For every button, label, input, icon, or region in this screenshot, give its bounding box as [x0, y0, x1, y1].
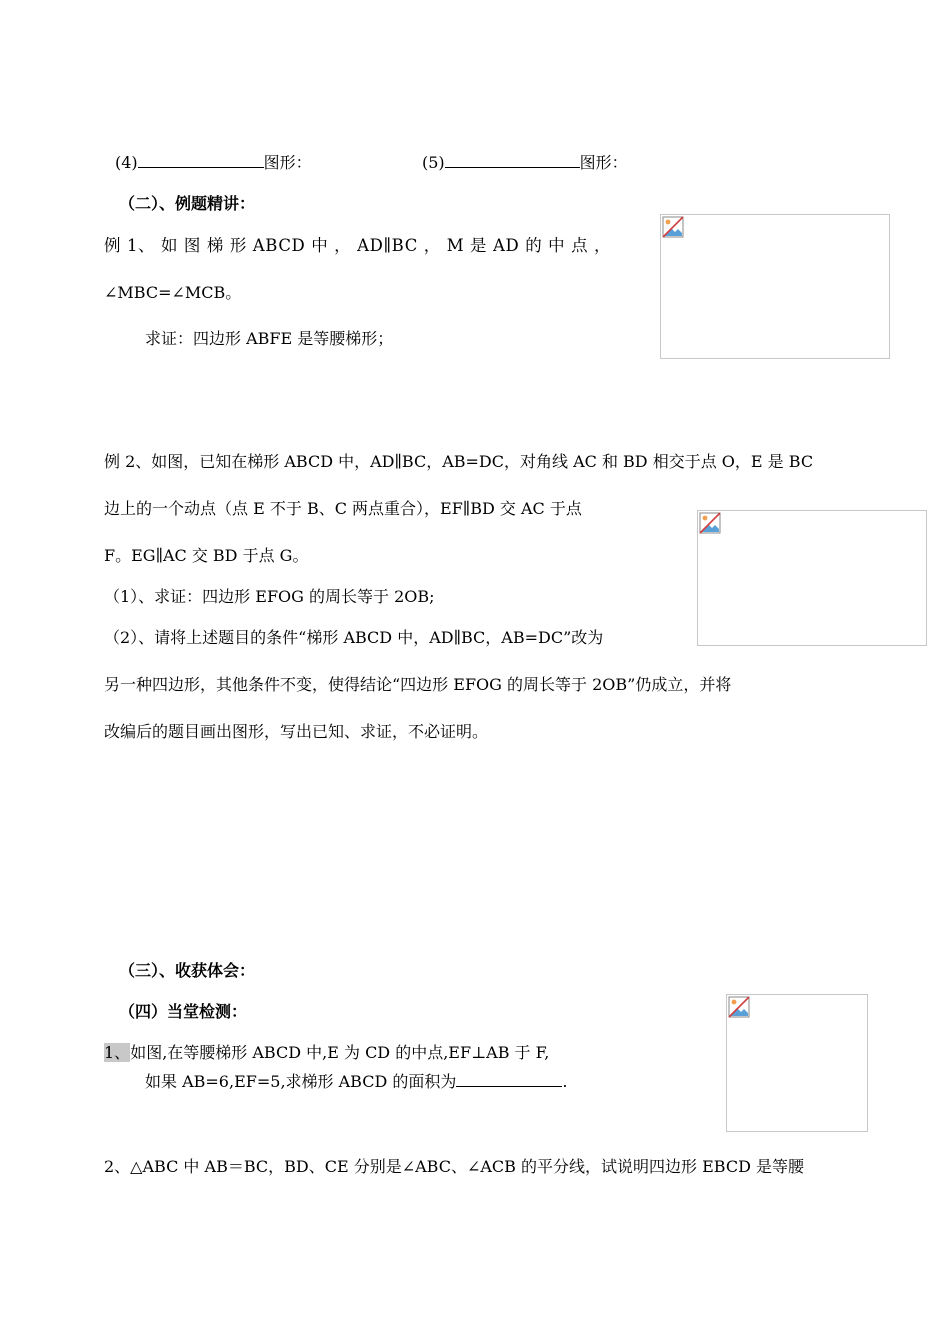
- test-1-line-1: [104, 1040, 549, 1063]
- example-2-line-2: 边上的一个动点（点 E 不于 B、C 两点重合），EF∥BD 交 AC 于点: [104, 499, 582, 518]
- test-1-question: 如果 AB=6,EF=5,求梯形 ABCD 的面积为: [145, 1072, 457, 1091]
- broken-image-icon: [727, 995, 751, 1019]
- broken-image-icon: [661, 215, 685, 239]
- test-1-number: 1、: [104, 1043, 131, 1062]
- example-1-line-2: ∠MBC=∠MCB。: [104, 283, 242, 302]
- answer-blank-4[interactable]: [138, 153, 264, 168]
- example-2-line-7: 改编后的题目画出图形，写出已知、求证，不必证明。: [104, 722, 489, 741]
- item-5-label: (5): [422, 153, 445, 172]
- section-4-heading: （四）当堂检测：: [119, 1002, 248, 1021]
- section-2-heading: （二）、例题精讲：: [119, 194, 256, 213]
- item-4-suffix: 图形：: [263, 153, 312, 172]
- section-3-heading: （三）、收获体会：: [119, 961, 256, 980]
- figure-2-placeholder: [697, 510, 927, 646]
- broken-image-icon: [698, 511, 722, 535]
- example-2-line-3: F。EG∥AC 交 BD 于点 G。: [104, 546, 309, 565]
- test-1-text: 如图,在等腰梯形 ABCD 中,E 为 CD 的中点,EF⊥AB 于 F,: [130, 1043, 550, 1062]
- figure-1-placeholder: [660, 214, 890, 359]
- fill-blank-item-4: [115, 150, 312, 173]
- example-2-line-1: 例 2、如图，已知在梯形 ABCD 中，AD∥BC，AB=DC，对角线 AC 和 BD 相交于点 O，E 是 BC: [104, 452, 814, 471]
- test-1-answer-blank[interactable]: [456, 1072, 562, 1087]
- figure-3-placeholder: [726, 994, 868, 1132]
- example-1-line-1: 例 1、 如 图 梯 形 ABCD 中 ， AD∥BC ， M 是 AD 的 中 点 ，: [104, 236, 612, 255]
- item-5-suffix: 图形：: [579, 153, 628, 172]
- answer-blank-5[interactable]: [445, 153, 580, 168]
- item-4-label: (4): [115, 153, 138, 172]
- example-2-line-4: （1）、求证：四边形 EFOG 的周长等于 2OB;: [104, 587, 435, 606]
- test-1-period: .: [562, 1072, 568, 1091]
- test-2-line-1: 2、△ABC 中 AB＝BC，BD、CE 分别是∠ABC、∠ACB 的平分线，试说明四边形 EBCD 是等腰: [104, 1157, 804, 1176]
- test-1-line-2: [145, 1069, 567, 1092]
- example-2-line-6: 另一种四边形，其他条件不变，使得结论“四边形 EFOG 的周长等于 2OB”仍成立，并将: [104, 675, 732, 694]
- example-2-line-5: （2）、请将上述题目的条件“梯形 ABCD 中，AD∥BC，AB=DC”改为: [104, 628, 604, 647]
- fill-blank-item-5: [422, 150, 628, 173]
- example-1-line-3: 求证：四边形 ABFE 是等腰梯形；: [145, 329, 394, 348]
